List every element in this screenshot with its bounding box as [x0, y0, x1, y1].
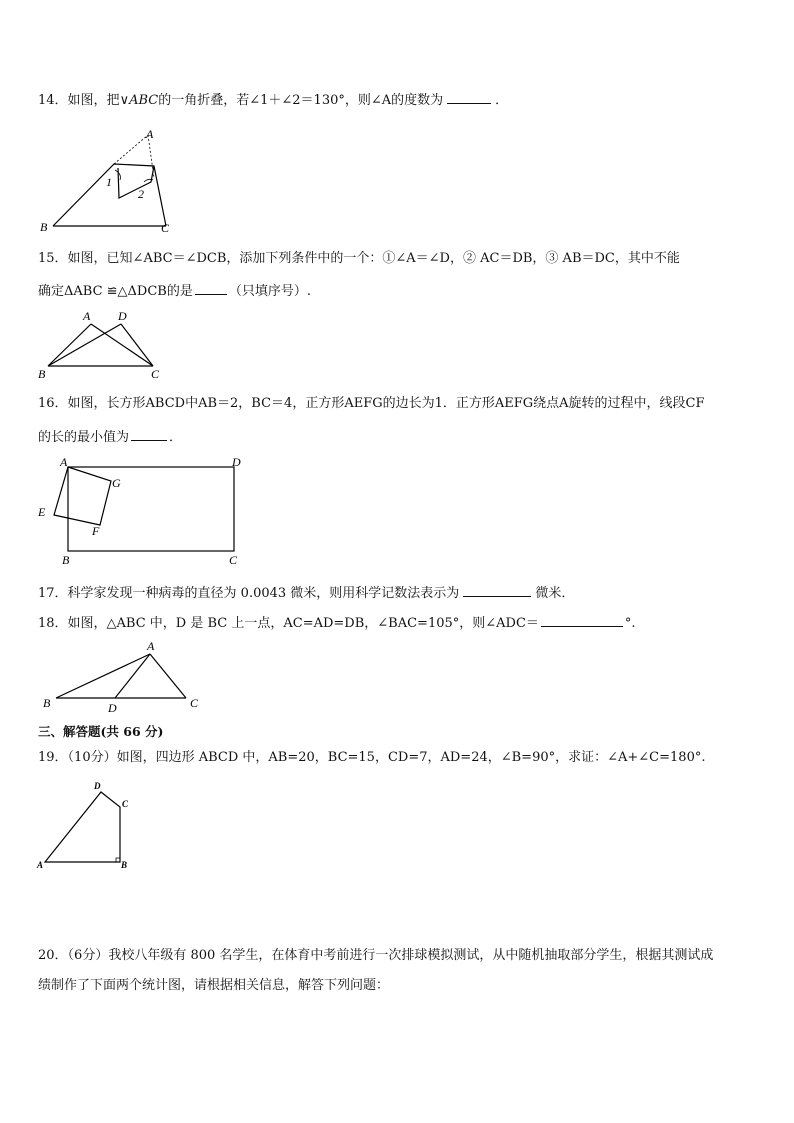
- q15-label-c: C: [151, 367, 160, 381]
- q14-label-1: 1: [106, 175, 112, 189]
- q16-label-c: C: [229, 553, 238, 567]
- q19-label-b: B: [121, 860, 128, 870]
- q16-label-b: B: [62, 553, 70, 567]
- answer-blank[interactable]: [131, 428, 167, 441]
- q15-label-a: A: [83, 309, 91, 323]
- square-aefg: [54, 467, 111, 525]
- q18-label-a: A: [147, 639, 155, 653]
- q15-label-d: D: [118, 309, 127, 323]
- quadrilateral-abcd: [45, 792, 120, 862]
- q14-label-c: C: [161, 221, 170, 235]
- q14-label-2: 2: [138, 187, 144, 201]
- q18-figure: [36, 638, 206, 714]
- question-16-line2: 的长的最小值为 ．: [38, 430, 183, 445]
- question-20-line2: 绩制作了下面两个统计图，请根据相关信息，解答下列问题：: [38, 978, 390, 993]
- q16-label-f: F: [92, 524, 100, 538]
- question-19: 19．（10分）如图，四边形 ABCD 中，AB=20，BC=15，CD=7，AD=24，∠B=90°，求证：∠A+∠C=180°.: [38, 750, 706, 765]
- question-16: 16．如图，长方形ABCD中AB＝2，BC＝4，正方形AEFG的边长为1．正方形AEFG绕点A旋转的过程中，线段CF: [38, 396, 705, 411]
- q18-label-d: D: [108, 701, 117, 715]
- question-17: 17．科学家发现一种病毒的直径为 0.0043 微米，则用科学记数法表示为 微米．: [38, 586, 575, 601]
- answer-blank[interactable]: [541, 614, 623, 627]
- q14-fold: [118, 166, 154, 198]
- q16-label-d: D: [232, 455, 241, 469]
- answer-blank[interactable]: [195, 282, 227, 295]
- question-15-line2: 确定ΔABC ≌△ΔDCB的是 （只填序号）.: [38, 284, 312, 299]
- q19-label-d: D: [94, 781, 101, 791]
- q15-label-b: B: [38, 367, 46, 381]
- q19-label-c: C: [122, 799, 129, 809]
- q18-label-c: C: [190, 696, 199, 710]
- question-20: 20．（6分）我校八年级有 800 名学生，在体育中考前进行一次排球模拟测试，从中随机抽取部分学生，根据其测试成: [38, 948, 714, 963]
- section-heading: 三、解答题(共 66 分): [38, 724, 164, 739]
- q16-label-a: A: [60, 455, 68, 469]
- answer-blank[interactable]: [463, 584, 531, 597]
- q14-label-a: A: [146, 127, 154, 141]
- rectangle-abcd: [68, 467, 234, 551]
- q14-figure: [36, 127, 170, 236]
- q18-label-b: B: [43, 696, 51, 710]
- q15-figure: [36, 308, 166, 380]
- q19-figure: [34, 780, 144, 872]
- q14-triangle-base: [53, 164, 166, 226]
- q14-label-b: B: [40, 220, 48, 234]
- q16-label-e: E: [38, 505, 46, 519]
- q16-figure: [36, 453, 246, 568]
- question-14: 14．如图，把∨ABC的一角折叠，若∠1＋∠2＝130°，则∠A的度数为 ．: [38, 93, 509, 108]
- q19-label-a: A: [37, 860, 44, 870]
- question-18: 18．如图，△ABC 中，D 是 BC 上一点，AC=AD=DB，∠BAC=105°，则∠ADC＝ °.: [38, 616, 636, 631]
- question-15: 15．如图，已知∠ABC＝∠DCB，添加下列条件中的一个：①∠A＝∠D，② AC＝DB，③ AB＝DC，其中不能: [38, 251, 680, 266]
- answer-blank[interactable]: [447, 91, 491, 104]
- q14-dashed-left: [114, 135, 148, 164]
- q16-label-g: G: [112, 476, 121, 490]
